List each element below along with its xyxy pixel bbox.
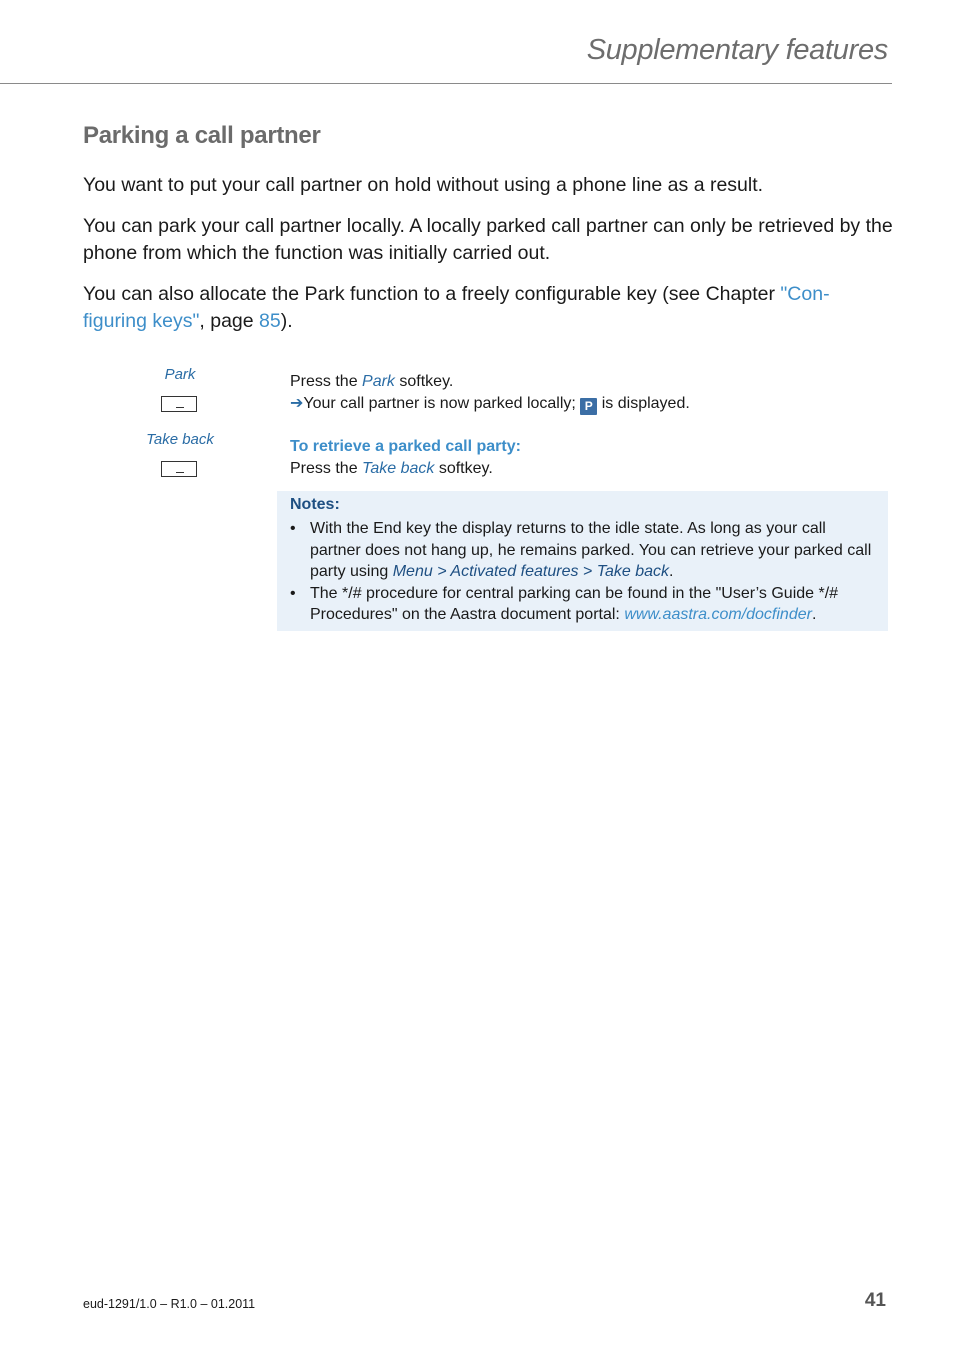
retrieve-subheading: To retrieve a parked call party: <box>290 438 521 455</box>
take-back-softkey-ref: Take back <box>362 459 435 477</box>
result-arrow-icon: ➔ <box>290 394 304 412</box>
bullet-icon: • <box>290 584 296 602</box>
step-retrieve <box>290 436 890 479</box>
paragraph-3-text: You can also allocate the Park function to a freely configurable key (see Chapter <box>83 283 781 305</box>
menu-separator: > <box>578 563 597 580</box>
step-press-take-back-line <box>290 458 890 480</box>
notes-box <box>277 491 888 631</box>
note-item <box>290 518 876 583</box>
step-press-park <box>290 371 890 415</box>
result-text: Your call partner is now parked locally; <box>303 394 581 412</box>
parked-p-icon: P <box>580 398 597 415</box>
footer-document-id: eud-1291/1.0 – R1.0 – 01.2011 <box>83 1297 256 1311</box>
note-text-end: . <box>669 563 674 580</box>
step-text: Press the <box>290 373 363 390</box>
result-text-end: is displayed. <box>597 394 690 412</box>
note-text-end: . <box>811 606 817 623</box>
page-header-title: Supplementary features <box>586 34 888 66</box>
intro-paragraph-3 <box>83 281 893 335</box>
step-text-end: softkey. <box>434 459 493 477</box>
take-back-ref: Take back <box>596 563 670 580</box>
park-key-label: Park <box>164 366 196 383</box>
paragraph-3-text-end: ). <box>280 310 293 332</box>
note-item <box>290 583 876 626</box>
park-softkey-icon <box>161 396 197 412</box>
note-text: With the End key the display returns to the idle state. As long as your call partner does not hang up, he remains parked. You can retrieve your parked call party using <box>310 520 872 580</box>
step-result-line <box>290 393 890 415</box>
header-divider <box>0 83 892 84</box>
notes-list <box>290 518 876 626</box>
configuring-keys-link[interactable]: "Con-figuring keys" <box>83 283 830 332</box>
menu-separator: > <box>432 563 451 580</box>
paragraph-3-text-mid: , page <box>199 310 260 332</box>
step-press-park-line <box>290 371 890 393</box>
footer-page-number: 41 <box>864 1290 886 1311</box>
menu-ref: Menu <box>392 563 433 580</box>
activated-features-ref: Activated features <box>450 563 579 580</box>
bullet-icon: • <box>290 520 296 537</box>
take-back-key-label: Take back <box>146 431 214 448</box>
park-softkey-ref: Park <box>362 373 395 390</box>
notes-title: Notes: <box>290 496 340 513</box>
intro-paragraph-2: You can park your call partner locally. A locally parked call partner can only be retrieved by the phone from which the function was initially carried out. <box>83 215 893 264</box>
section-heading: Parking a call partner <box>83 122 321 149</box>
note-text: The */# procedure for central parking can be found in the "User’s Guide */# Procedures" on the Aastra document portal: <box>310 584 839 623</box>
docfinder-link[interactable]: www.aastra.com/docfinder <box>624 606 812 623</box>
step-text-end: softkey. <box>394 373 454 390</box>
step-text: Press the <box>290 459 363 477</box>
take-back-softkey-icon <box>161 461 197 477</box>
page-reference-link[interactable]: 85 <box>259 310 281 332</box>
intro-paragraph-1: You want to put your call partner on hold without using a phone line as a result. <box>83 174 764 196</box>
